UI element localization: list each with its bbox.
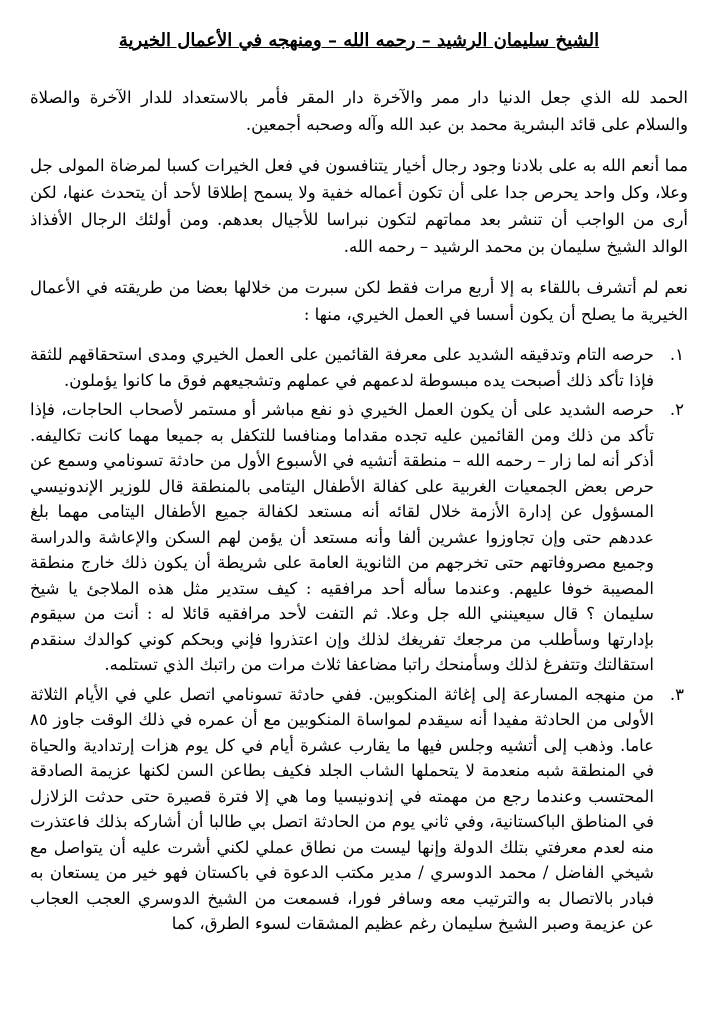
lead-in-paragraph: نعم لم أتشرف باللقاء به إلا أربع مرات فقط لكن سبرت من خلالها بعضا من طريقته في الأعمال الخيرية ما يصلح أن يكون أسسا في العمل الخيري، منها : <box>30 278 688 324</box>
list-item <box>30 397 688 678</box>
list-item-text: من منهجه المسارعة إلى إغاثة المنكوبين. ففي حادثة تسونامي اتصل علي في الأيام الثلاثة الأولى من الحادثة مفيدا أنه سيقدم لمواساة المنكوبين مع أن عمره في ذلك الوقت جاوز ٨٥ عاما. وذهب إلى أتشيه وجلس فيها ما يقارب عشرة أيام في كل يوم هزات إرتدادية والحياة في المنطقة شبه منعدمة لا يتحملها الشاب الجلد فكيف بطاعن السن لكنها عزيمة الصادقة المحتسب وعندما رجع من مهمته في إندونيسيا وما هي إلا فترة قصيرة حتى حدثت الزلازل في المناطق الباكستانية، وفي ثاني يوم من الحادثة اتصل بي طالبا أن أشاركه بذلك فاعتذرت منه لعدم معرفتي بتلك الدولة وإنها ليست من نطاق عملي لكني أشرت عليه أن يتواصل مع شيخي الفاضل / محمد الدوسري / مدير مكتب الدعوة في باكستان فهو خير من يستعان به فبادر بالاتصال به والترتيب معه وسافر فورا، فسمعت من الشيخ الدوسري العجب العجاب عن عزيمة وصبر الشيخ سليمان رغم عظيم المشقات لسوء الطرق، كما <box>30 684 654 933</box>
context-paragraph: مما أنعم الله به على بلادنا وجود رجال أخيار يتنافسون في فعل الخيرات كسبا لمرضاة المولى جل وعلا، وكل واحد يحرص جدا على أن تكون أعماله خفية ولا يسمح إطلاقا لأحد أن يتحدث عنها، لكن أرى من الواجب أن تنشر بعد مماتهم لتكون نبراسا للأجيال بعدهم. ومن أولئك الرجال الأفذاذ الوالد الشيخ سليمان بن محمد الرشيد – رحمه الله. <box>30 156 688 256</box>
list-item-number: ٣. <box>669 684 684 704</box>
document-title: الشيخ سليمان الرشيد – رحمه الله – ومنهجه في الأعمال الخيرية <box>118 30 600 51</box>
list-item-number: ٢. <box>669 400 684 419</box>
list-item-text: حرصه الشديد على أن يكون العمل الخيري ذو نفع مباشر أو مستمر لأصحاب الحاجات، فإذا تأكد من ذلك ومن القائمين عليه تجده مقداما ومنافسا للتكفل به جميعا مهما كانت تكاليفه. أذكر أنه لما زار – رحمه الله – منطقة أتشيه في الأسبوع الأول من حادثة تسونامي وسمع عن حرص بعض الجمعيات الغربية على كفالة الأطفال اليتامى بالمنطقة قال للوزير الإندونيسي المسؤول عن إدارة الأزمة خلال لقائه أنه مستعد لكفالة جميع الأطفال اليتامى مهما بلغ عددهم حتى وإن تجاوزوا عشرين ألفا وأنه مستعد أن يؤمن لهم السكن والإعاشة والدراسة وجميع مصروفاتهم حتى تخرجهم من الثانوية العامة على شريطة أن يكون ذلك خارج منطقة المصيبة خوفا عليهم. وعندما سأله أحد مرافقيه : كيف ستدير مثل هذه الملاجئ يا شيخ سليمان ؟ قال سيعينني الله جل وعلا. ثم التفت لأحد مرافقيه قائلا له : أنت من سيقوم بإدارتها وسأطلب من مرجعك تفريغك لذلك وإن اعتذروا فإني وبحكم كوني كوالدك سنقدم استقالتك وتتفرغ لذلك وسأمنحك راتبا مضاعفا ثلاث مرات من راتبك الذي تستلمه. <box>30 400 654 674</box>
list-item <box>30 682 688 937</box>
intro-paragraph: الحمد لله الذي جعل الدنيا دار ممر والآخرة دار المقر فأمر بالاستعداد للدار الآخرة والصلاة والسلام على قائد البشرية محمد بن عبد الله وآله وصحبه أجمعين. <box>30 88 688 134</box>
list-item-text: حرصه التام وتدقيقه الشديد على معرفة القائمين على العمل الخيري ومدى استحقاقهم للثقة فإذا تأكد ذلك أصبحت يده مبسوطة لدعمهم في عملهم وتشجيعهم فوق ما كانوا يؤملون. <box>30 345 654 390</box>
numbered-list <box>30 342 688 937</box>
list-item-number: ١. <box>669 345 684 364</box>
list-item <box>30 342 688 393</box>
